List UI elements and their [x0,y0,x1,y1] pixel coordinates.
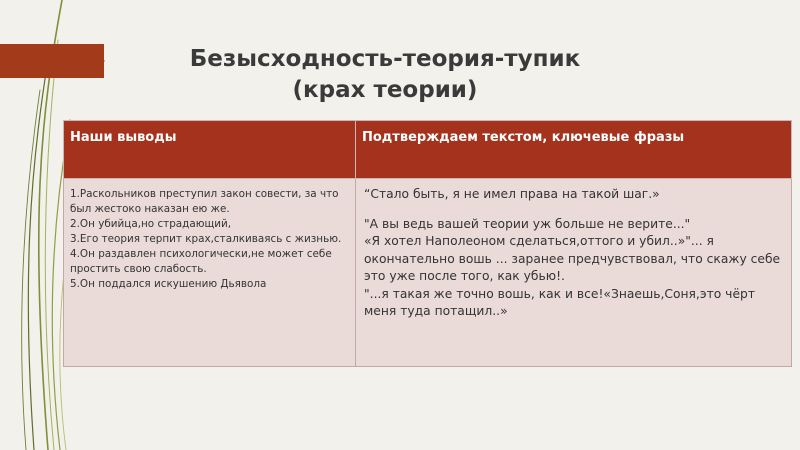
quote-spacer [364,204,785,216]
header-text-evidence: Подтверждаем текстом, ключевые фразы [356,121,792,179]
quote-2: "А вы ведь вашей теории уж больше не верите..." [364,216,691,231]
quote-3: «Я хотел Наполеоном сделаться,оттого и убил..»"... я окончательно вошь ... заранее предчувствовал, что скажу себе это уже после того, как убью!. [364,234,781,283]
title-line-1: Безысходность-теория-тупик [189,46,581,72]
title-accent-arrow [83,44,105,78]
conclusions-cell [64,179,356,367]
conclusion-item-2: 2.Он убийца,но страдающий, [70,218,232,230]
table-row [64,179,792,367]
quotes-cell [356,179,792,367]
conclusion-item-3: 3.Его теория терпит крах,сталкиваясь с жизнью. [70,233,342,245]
title-line-2: (крах теории) [292,77,478,103]
conclusions-table [63,120,792,367]
header-our-conclusions: Наши выводы [64,121,356,179]
conclusion-item-5: 5.Он поддался искушению Дьявола [70,278,267,290]
table-header-row [64,121,792,179]
conclusion-item-4: 4.Он раздавлен психологически,не может себе простить свою слабость. [70,248,332,275]
slide-title [150,44,620,106]
quote-4: "...я такая же точно вошь, как и все!«Знаешь,Соня,это чёрт меня туда потащил..» [364,286,755,318]
conclusion-item-1: 1.Раскольников преступил закон совести, за что был жестоко наказан ею же. [70,188,339,215]
quote-1: “Стало быть, я не имел права на такой шаг.» [364,187,660,201]
